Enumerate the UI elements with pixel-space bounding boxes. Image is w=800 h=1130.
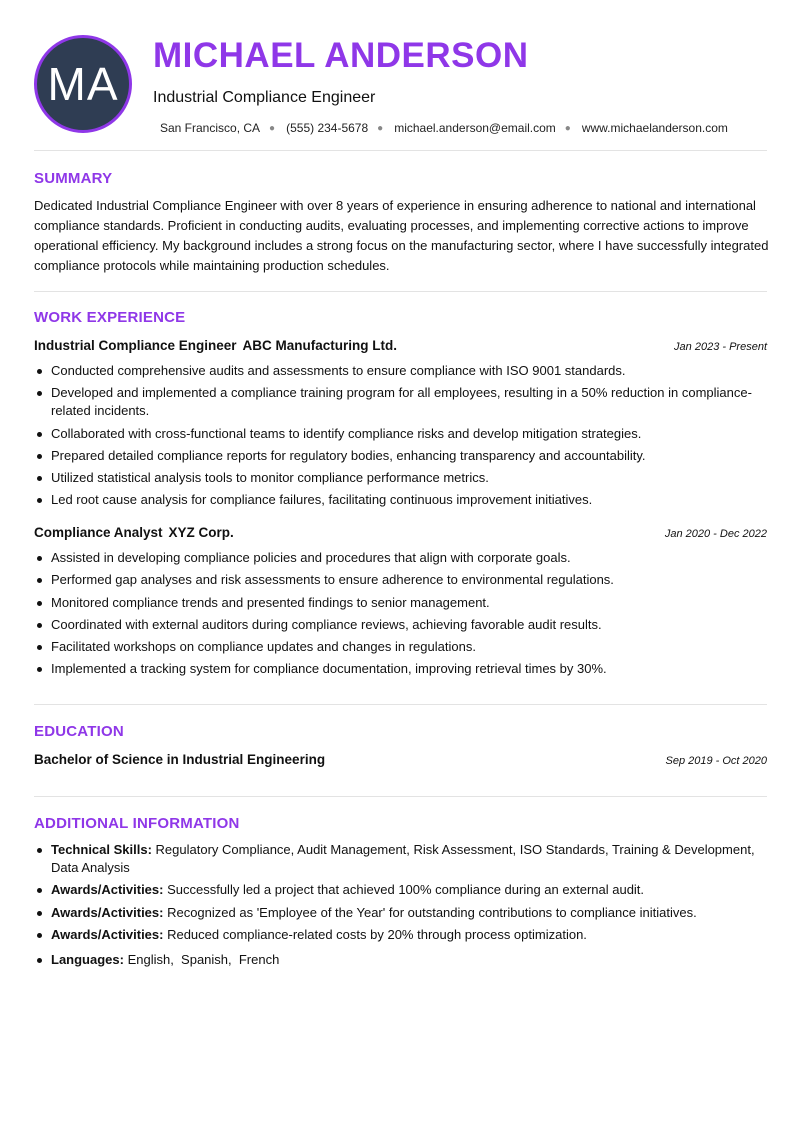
job-header (34, 338, 767, 353)
avatar (34, 35, 132, 133)
list-item: Assisted in developing compliance policies and procedures that align with corporate goals. (34, 549, 767, 567)
separator-dot-icon: ● (377, 122, 384, 134)
job-dates: Jan 2023 - Present (674, 341, 767, 353)
education-heading: EDUCATION (34, 723, 124, 740)
job-company: ABC Manufacturing Ltd. (242, 338, 398, 353)
list-item (34, 951, 767, 969)
item-text: Successfully led a project that achieved 100% compliance during an external audit. (163, 882, 645, 898)
candidate-title: Industrial Compliance Engineer (153, 89, 376, 106)
list-item: Performed gap analyses and risk assessments to ensure adherence to environmental regulations. (34, 571, 767, 589)
list-item: Implemented a tracking system for compliance documentation, improving retrieval times by 30%. (34, 660, 767, 678)
item-label: Awards/Activities: (51, 882, 164, 898)
work-experience-heading: WORK EXPERIENCE (34, 309, 186, 326)
item-text: Regulatory Compliance, Audit Management, Risk Assessment, ISO Standards, Training & Development, Data Analysis (51, 842, 755, 875)
job-bullets (34, 362, 767, 514)
candidate-name: MICHAEL ANDERSON (153, 36, 529, 75)
item-text: English, Spanish, French (123, 951, 280, 967)
job-title-line (34, 525, 234, 540)
list-item: Led root cause analysis for compliance failures, facilitating continuous improvement initiatives. (34, 491, 767, 509)
education-row (34, 752, 767, 767)
summary-heading: SUMMARY (34, 170, 113, 187)
additional-info-list (34, 841, 767, 973)
item-text: Reduced compliance-related costs by 20% through process optimization. (163, 926, 587, 942)
divider (34, 704, 767, 705)
contact-bar (160, 121, 728, 135)
summary-text: Dedicated Industrial Compliance Engineer with over 8 years of experience in ensuring adherence to national and international compliance standards. Proficient in conducting audits, evaluating processes, and implementing corrective actions to improve operational efficiency. My background includes a strong focus on the manufacturing sector, where I have successfully integrated compliance protocols while maintaining production schedules. (34, 198, 769, 273)
list-item: Utilized statistical analysis tools to monitor compliance performance metrics. (34, 469, 767, 487)
contact-website[interactable]: www.michaelanderson.com (581, 121, 728, 135)
job-role: Industrial Compliance Engineer (34, 338, 237, 353)
list-item: Collaborated with cross-functional teams to identify compliance risks and develop mitigation strategies. (34, 425, 767, 443)
list-item: Prepared detailed compliance reports for regulatory bodies, enhancing transparency and accountability. (34, 447, 767, 465)
job-bullets (34, 549, 767, 683)
job-company: XYZ Corp. (168, 525, 234, 540)
item-label: Awards/Activities: (51, 904, 164, 920)
item-label: Languages: (51, 951, 124, 967)
education-dates: Sep 2019 - Oct 2020 (665, 755, 767, 767)
separator-dot-icon: ● (269, 122, 276, 134)
list-item: Facilitated workshops on compliance updates and changes in regulations. (34, 638, 767, 656)
contact-phone: (555) 234-5678 (286, 121, 369, 135)
contact-email[interactable]: michael.anderson@email.com (394, 121, 556, 135)
list-item: Monitored compliance trends and presented findings to senior management. (34, 594, 767, 612)
list-item (34, 841, 767, 877)
divider (34, 291, 767, 292)
list-item: Coordinated with external auditors during compliance reviews, achieving favorable audit results. (34, 616, 767, 634)
degree: Bachelor of Science in Industrial Engineering (34, 752, 326, 767)
divider (34, 150, 767, 151)
job-header (34, 525, 767, 540)
item-text: Recognized as 'Employee of the Year' for outstanding contributions to compliance initiatives. (163, 904, 697, 920)
divider (34, 796, 767, 797)
list-item (34, 904, 767, 922)
job-title-line (34, 338, 397, 353)
list-item: Developed and implemented a compliance training program for all employees, resulting in a 50% reduction in compliance-related incidents. (34, 384, 767, 420)
job-role: Compliance Analyst (34, 525, 163, 540)
separator-dot-icon: ● (564, 122, 571, 134)
avatar-initials: MA (47, 58, 119, 110)
item-label: Awards/Activities: (51, 926, 164, 942)
contact-location: San Francisco, CA (160, 121, 261, 135)
list-item (34, 881, 767, 899)
item-label: Technical Skills: (51, 842, 152, 857)
list-item (34, 926, 767, 944)
additional-info-heading: ADDITIONAL INFORMATION (34, 815, 240, 832)
list-item: Conducted comprehensive audits and assessments to ensure compliance with ISO 9001 standards. (34, 362, 767, 380)
job-dates: Jan 2020 - Dec 2022 (664, 528, 767, 540)
